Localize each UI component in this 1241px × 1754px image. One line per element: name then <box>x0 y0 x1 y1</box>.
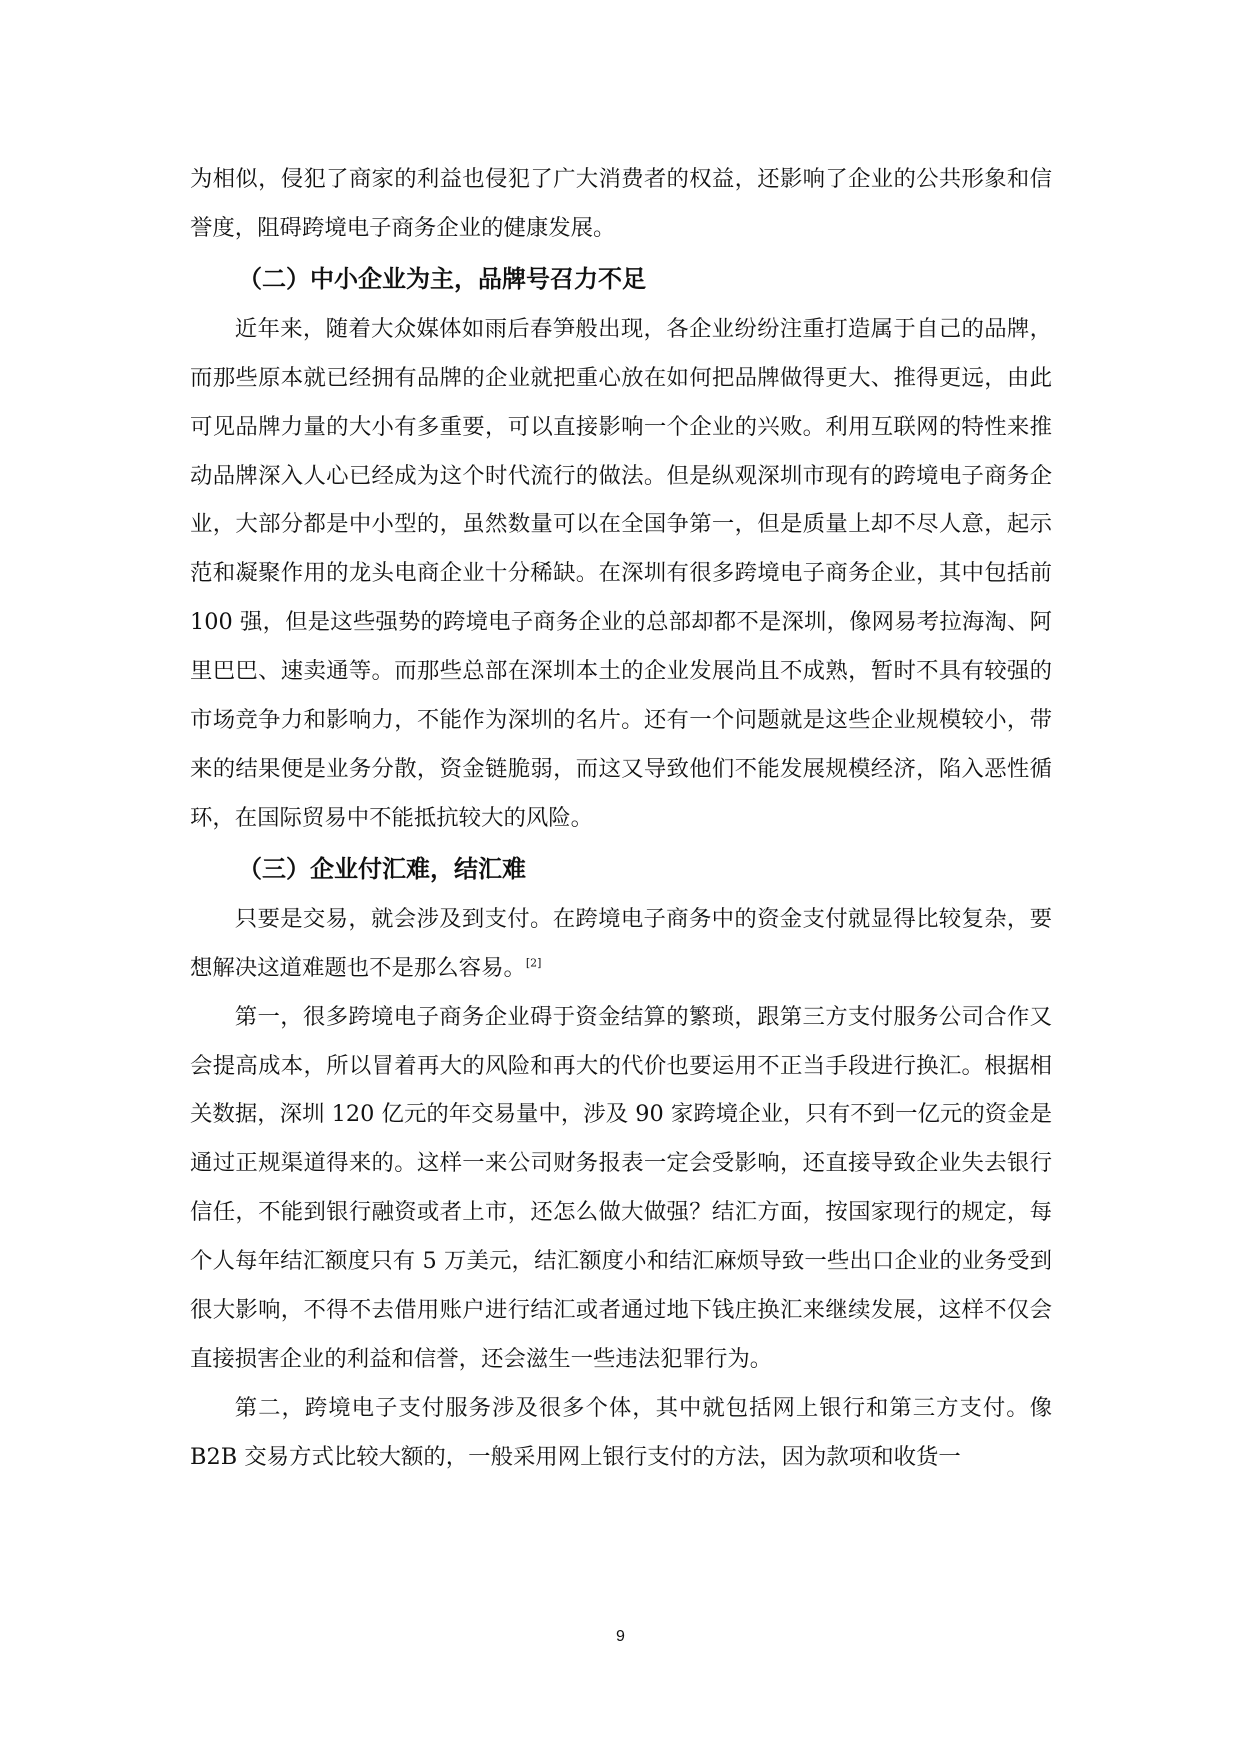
section-heading-2: （二）中小企业为主，品牌号召力不足 <box>238 264 646 293</box>
paragraph-second-point: 第二，跨境电子支付服务涉及很多个体，其中就包括网上银行和第三方支付。像 B2B 交易方式比较大额的，一般采用网上银行支付的方法，因为款项和收货一 <box>190 1394 1052 1470</box>
paragraph-continued: 为相似，侵犯了商家的利益也侵犯了广大消费者的权益，还影响了企业的公共形象和信誉度，阻碍跨境电子商务企业的健康发展。 <box>190 166 1052 241</box>
paragraph-payment-intro-text: 只要是交易，就会涉及到支付。在跨境电子商务中的资金支付就显得比较复杂，要想解决这道难题也不是那么容易。 <box>190 905 1052 981</box>
paragraph-first-point: 第一，很多跨境电子商务企业碍于资金结算的繁琐，跟第三方支付服务公司合作又会提高成本，所以冒着再大的风险和再大的代价也要运用不正当手段进行换汇。根据相关数据，深圳 120 亿元的年交易量中，涉及 90 家跨境企业，只有不到一亿元的资金是通过正规渠道得来的。这样一来公司财务报表一定会受影响，还直接导致企业失去银行信任，不能到银行融资或者上市，还怎么做大做强？结汇方面，按国家现行的规定，每个人每年结汇额度只有 5 万美元，结汇额度小和结汇麻烦导致一些出口企业的业务受到很大影响，不得不去借用账户进行结汇或者通过地下钱庄换汇来继续发展，这样不仅会直接损害企业的利益和信誉，还会滋生一些违法犯罪行为。 <box>190 1003 1052 1372</box>
page-number: 9 <box>616 1628 625 1645</box>
page-body <box>190 155 1052 1482</box>
paragraph-brand: 近年来，随着大众媒体如雨后春笋般出现，各企业纷纷注重打造属于自己的品牌，而那些原本就已经拥有品牌的企业就把重心放在如何把品牌做得更大、推得更远，由此可见品牌力量的大小有多重要，可以直接影响一个企业的兴败。利用互联网的特性来推动品牌深入人心已经成为这个时代流行的做法。但是纵观深圳市现有的跨境电子商务企业，大部分都是中小型的，虽然数量可以在全国争第一，但是质量上却不尽人意，起示范和凝聚作用的龙头电商企业十分稀缺。在深圳有很多跨境电子商务企业，其中包括前 100 强，但是这些强势的跨境电子商务企业的总部却都不是深圳，像网易考拉海淘、阿里巴巴、速卖通等。而那些总部在深圳本土的企业发展尚且不成熟，暂时不具有较强的市场竞争力和影响力，不能作为深圳的名片。还有一个问题就是这些企业规模较小，带来的结果便是业务分散，资金链脆弱，而这又导致他们不能发展规模经济，陷入恶性循环，在国际贸易中不能抵抗较大的风险。 <box>190 315 1052 831</box>
citation-marker: [2] <box>525 956 542 970</box>
section-heading-3: （三）企业付汇难，结汇难 <box>238 854 526 883</box>
paragraph-payment-intro <box>190 895 1052 993</box>
